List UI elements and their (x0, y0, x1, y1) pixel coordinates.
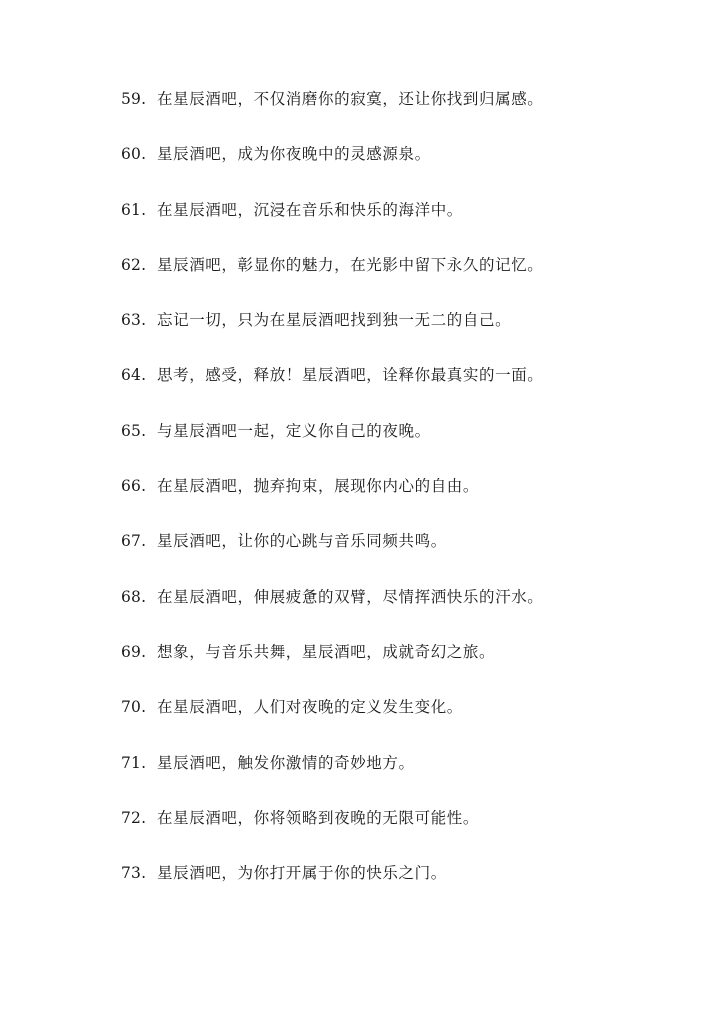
item-number: 61. (121, 200, 147, 219)
item-text: 思考，感受，释放！星辰酒吧，诠释你最真实的一面。 (157, 366, 544, 385)
item-number: 66. (121, 477, 147, 496)
item-text: 星辰酒吧，为你打开属于你的快乐之门。 (157, 864, 447, 883)
item-text: 在星辰酒吧，抛弃拘束，展现你内心的自由。 (157, 477, 480, 496)
list-item (121, 253, 681, 308)
list-item (121, 695, 681, 750)
list-item (121, 198, 681, 253)
item-number: 72. (121, 808, 147, 827)
item-number: 65. (121, 421, 147, 440)
item-text: 在星辰酒吧，沉浸在音乐和快乐的海洋中。 (157, 200, 463, 219)
item-number: 64. (121, 366, 147, 385)
list-item (121, 806, 681, 861)
item-text: 星辰酒吧，成为你夜晚中的灵感源泉。 (157, 145, 431, 164)
item-number: 60. (121, 145, 147, 164)
list-item (121, 419, 681, 474)
item-text: 忘记一切，只为在星辰酒吧找到独一无二的自己。 (157, 311, 512, 330)
list-item (121, 585, 681, 640)
list-item (121, 751, 681, 806)
list-item (121, 87, 681, 142)
item-number: 73. (121, 864, 147, 883)
list-item (121, 308, 681, 363)
item-text: 在星辰酒吧，伸展疲惫的双臂，尽情挥洒快乐的汗水。 (157, 587, 544, 606)
list-item (121, 142, 681, 197)
list-item (121, 861, 681, 916)
item-text: 星辰酒吧，让你的心跳与音乐同频共鸣。 (157, 532, 447, 551)
item-number: 69. (121, 642, 147, 661)
item-text: 与星辰酒吧一起，定义你自己的夜晚。 (157, 421, 431, 440)
item-text: 在星辰酒吧，人们对夜晚的定义发生变化。 (157, 698, 463, 717)
item-number: 70. (121, 698, 147, 717)
list-item (121, 529, 681, 584)
item-text: 在星辰酒吧，你将领略到夜晚的无限可能性。 (157, 808, 480, 827)
list-item (121, 474, 681, 529)
numbered-list (121, 87, 681, 916)
list-item (121, 640, 681, 695)
item-text: 星辰酒吧，触发你激情的奇妙地方。 (157, 753, 415, 772)
item-number: 71. (121, 753, 147, 772)
item-number: 62. (121, 255, 147, 274)
item-text: 在星辰酒吧，不仅消磨你的寂寞，还让你找到归属感。 (157, 90, 544, 108)
item-text: 星辰酒吧，彰显你的魅力，在光影中留下永久的记忆。 (157, 255, 544, 274)
item-number: 59. (121, 90, 147, 108)
item-number: 67. (121, 532, 147, 551)
item-number: 68. (121, 587, 147, 606)
item-text: 想象，与音乐共舞，星辰酒吧，成就奇幻之旅。 (157, 642, 496, 661)
item-number: 63. (121, 311, 147, 330)
list-item (121, 363, 681, 418)
